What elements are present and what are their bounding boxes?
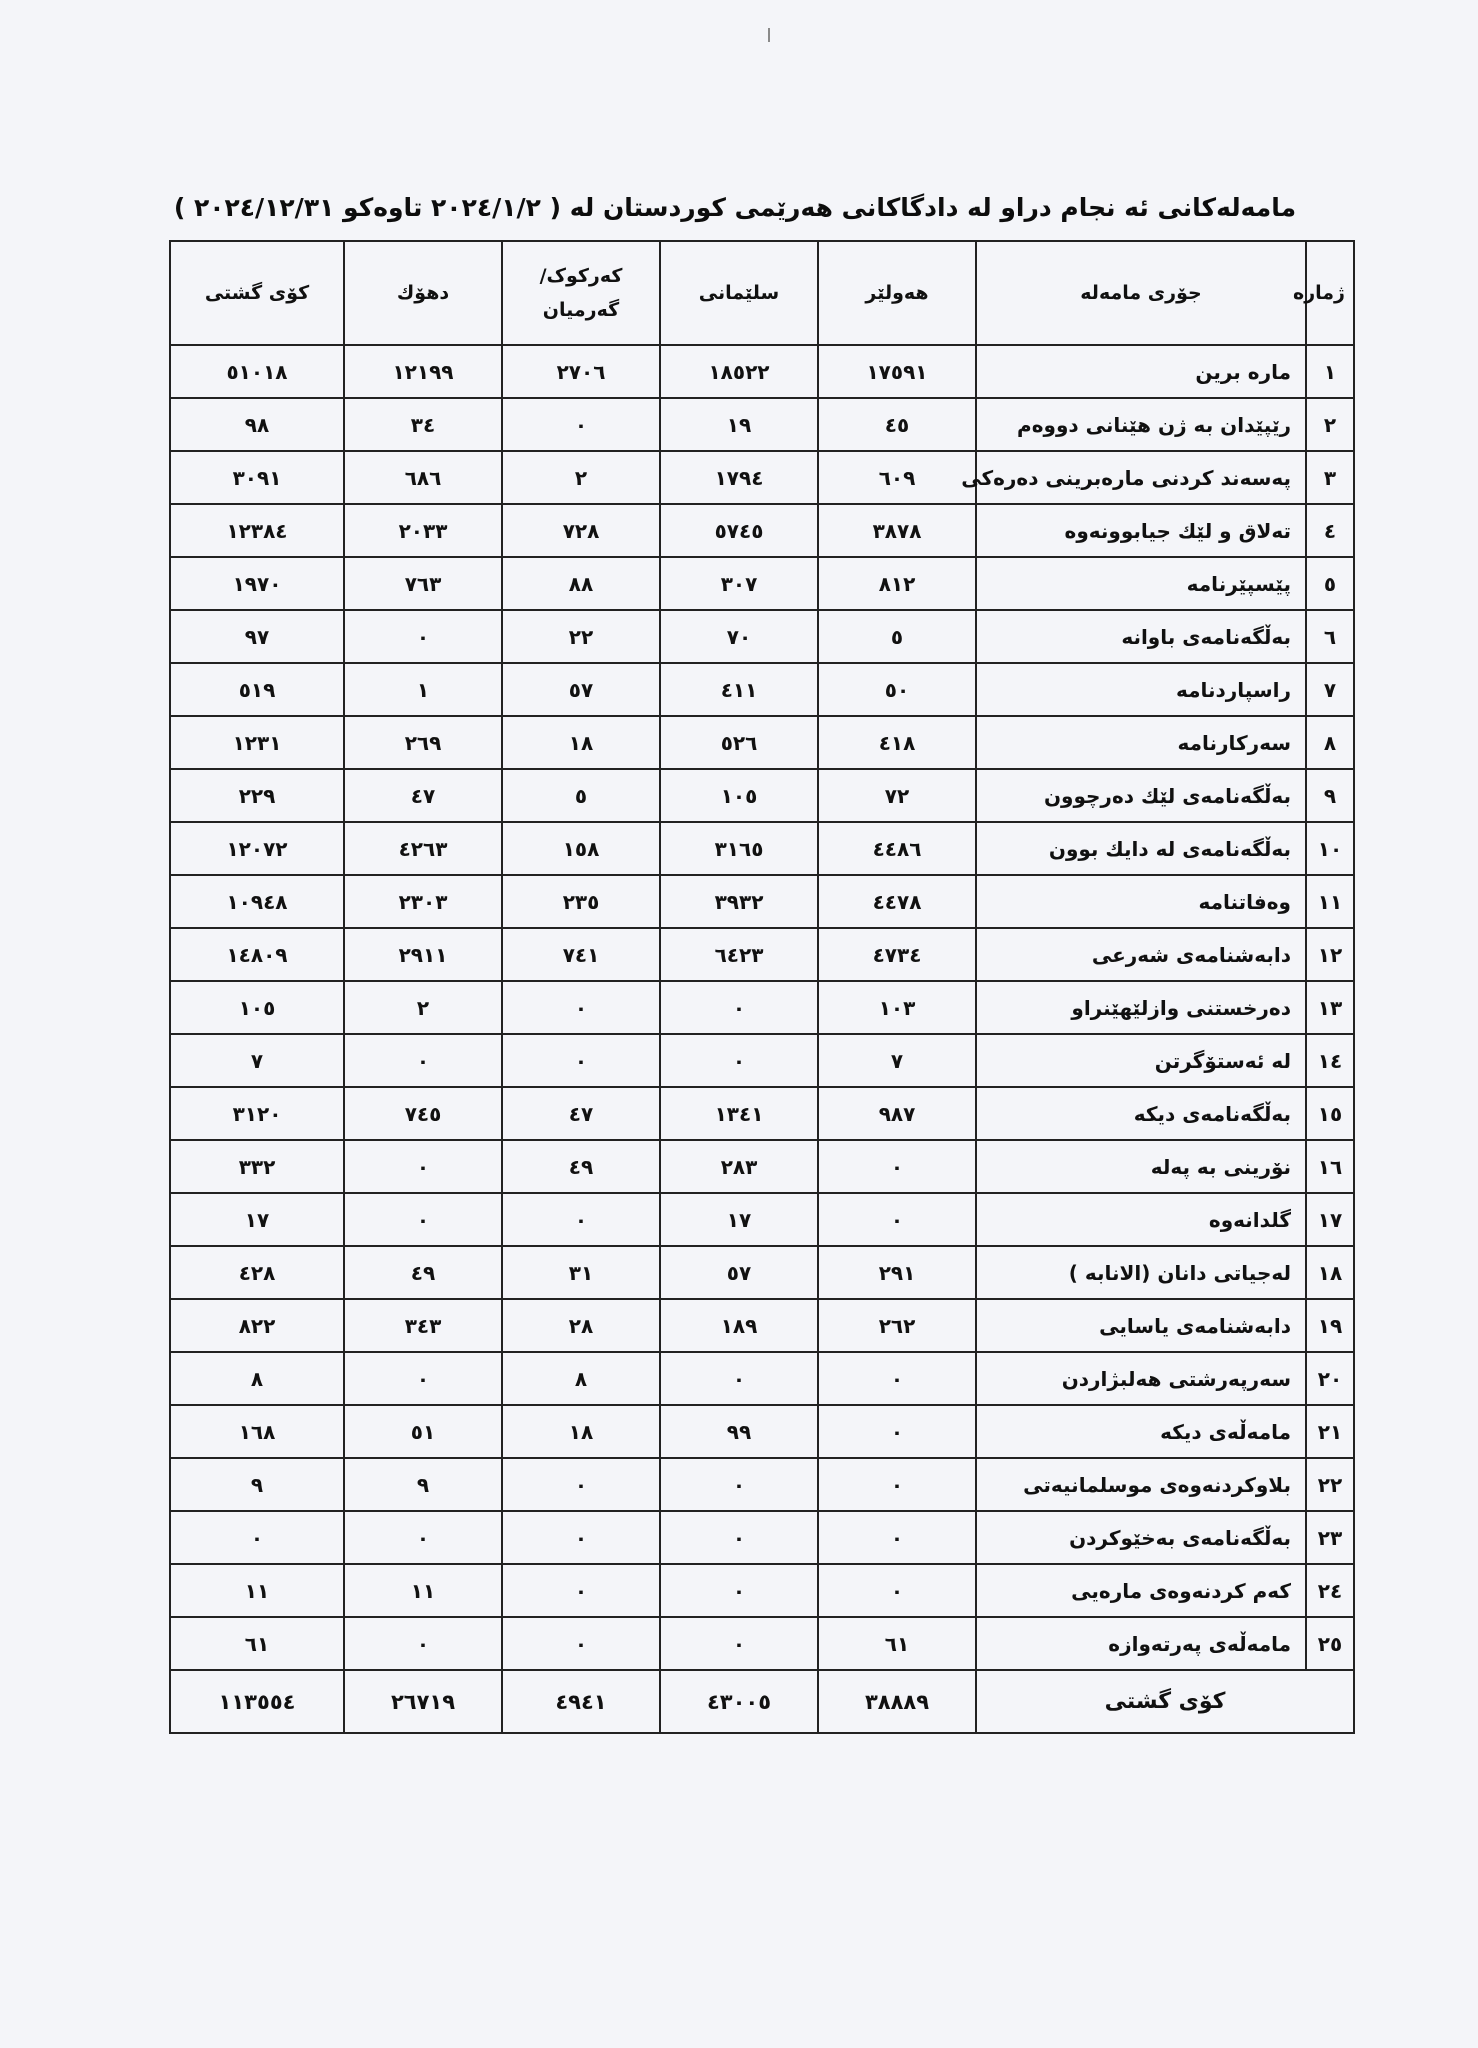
row-total: ١١ [170, 1564, 344, 1617]
row-number: ٢٠ [1306, 1352, 1354, 1405]
row-type: بەڵگەنامەی باوانە [976, 610, 1306, 663]
row-total: ١٢٠٧٢ [170, 822, 344, 875]
row-duhok: ٢٩١١ [344, 928, 502, 981]
row-total: ٣١٢٠ [170, 1087, 344, 1140]
row-sulaimani: ٥٢٦ [660, 716, 818, 769]
row-type: راسپاردنامە [976, 663, 1306, 716]
row-kirkuk: ٨ [502, 1352, 660, 1405]
row-duhok: ٠ [344, 610, 502, 663]
row-erbil: ١٠٣ [818, 981, 976, 1034]
row-kirkuk: ٠ [502, 1564, 660, 1617]
table-row [170, 1034, 1354, 1087]
totals-erbil: ٣٨٨٨٩ [818, 1670, 976, 1733]
table-row [170, 1246, 1354, 1299]
row-number: ٨ [1306, 716, 1354, 769]
row-erbil: ٠ [818, 1458, 976, 1511]
row-duhok: ١١ [344, 1564, 502, 1617]
row-erbil: ٠ [818, 1564, 976, 1617]
page-mark [768, 28, 770, 42]
row-sulaimani: ٥٧ [660, 1246, 818, 1299]
row-duhok: ٥١ [344, 1405, 502, 1458]
row-total: ١٦٨ [170, 1405, 344, 1458]
table-row [170, 504, 1354, 557]
row-number: ٥ [1306, 557, 1354, 610]
row-duhok: ٠ [344, 1511, 502, 1564]
row-kirkuk: ١٥٨ [502, 822, 660, 875]
row-erbil: ٤٤٧٨ [818, 875, 976, 928]
row-erbil: ٧ [818, 1034, 976, 1087]
table-row [170, 769, 1354, 822]
row-total: ٢٢٩ [170, 769, 344, 822]
header-erbil: هەولێر [818, 241, 976, 345]
row-duhok: ٤٧ [344, 769, 502, 822]
row-erbil: ٨١٢ [818, 557, 976, 610]
row-kirkuk: ٢٣٥ [502, 875, 660, 928]
row-number: ١٩ [1306, 1299, 1354, 1352]
row-erbil: ٢٦٢ [818, 1299, 976, 1352]
row-erbil: ١٧٥٩١ [818, 345, 976, 398]
row-sulaimani: ٩٩ [660, 1405, 818, 1458]
totals-kirkuk: ٤٩٤١ [502, 1670, 660, 1733]
header-duhok: دهۆك [344, 241, 502, 345]
totals-row [170, 1670, 1354, 1733]
row-duhok: ١ [344, 663, 502, 716]
row-number: ١٣ [1306, 981, 1354, 1034]
row-erbil: ٤١٨ [818, 716, 976, 769]
row-type: پێسپێرنامە [976, 557, 1306, 610]
row-type: دابەشنامەی شەرعی [976, 928, 1306, 981]
row-total: ٥١٠١٨ [170, 345, 344, 398]
row-sulaimani: ٠ [660, 1564, 818, 1617]
row-erbil: ٥٠ [818, 663, 976, 716]
header-sulaimani: سلێمانی [660, 241, 818, 345]
row-kirkuk: ٠ [502, 981, 660, 1034]
row-duhok: ٢٣٠٣ [344, 875, 502, 928]
row-kirkuk: ٤٩ [502, 1140, 660, 1193]
row-sulaimani: ٣١٦٥ [660, 822, 818, 875]
row-kirkuk: ٢٨ [502, 1299, 660, 1352]
table-row [170, 1352, 1354, 1405]
row-sulaimani: ١٩ [660, 398, 818, 451]
row-duhok: ١٢١٩٩ [344, 345, 502, 398]
row-type: سەرپەرشتی هەلبژاردن [976, 1352, 1306, 1405]
row-kirkuk: ٥٧ [502, 663, 660, 716]
row-kirkuk: ٧٢٨ [502, 504, 660, 557]
row-total: ١٢٣٨٤ [170, 504, 344, 557]
row-type: نۆرینی بە پەلە [976, 1140, 1306, 1193]
row-total: ٠ [170, 1511, 344, 1564]
row-type: لەجیاتی دانان (الانابە ) [976, 1246, 1306, 1299]
row-total: ٣٠٩١ [170, 451, 344, 504]
row-duhok: ٣٤ [344, 398, 502, 451]
row-duhok: ٣٤٣ [344, 1299, 502, 1352]
row-sulaimani: ١٧٩٤ [660, 451, 818, 504]
row-sulaimani: ٦٤٢٣ [660, 928, 818, 981]
table-header-row [170, 241, 1354, 345]
row-type: دابەشنامەی یاسایی [976, 1299, 1306, 1352]
row-kirkuk: ٤٧ [502, 1087, 660, 1140]
row-total: ٨ [170, 1352, 344, 1405]
table-row [170, 1564, 1354, 1617]
row-total: ٩٧ [170, 610, 344, 663]
row-total: ١٩٧٠ [170, 557, 344, 610]
row-sulaimani: ١٨٩ [660, 1299, 818, 1352]
row-number: ١٤ [1306, 1034, 1354, 1087]
row-type: مامەڵەی پەرتەوازە [976, 1617, 1306, 1670]
row-sulaimani: ١٠٥ [660, 769, 818, 822]
row-total: ١٢٣١ [170, 716, 344, 769]
table-row [170, 1299, 1354, 1352]
row-number: ١٦ [1306, 1140, 1354, 1193]
row-total: ١٧ [170, 1193, 344, 1246]
row-kirkuk: ٧٤١ [502, 928, 660, 981]
table-row [170, 1140, 1354, 1193]
row-type: گلدانەوە [976, 1193, 1306, 1246]
row-sulaimani: ٠ [660, 1511, 818, 1564]
row-duhok: ٠ [344, 1617, 502, 1670]
row-type: مامەڵەی دیکە [976, 1405, 1306, 1458]
totals-label: کۆی گشتی [976, 1670, 1354, 1733]
row-type: لە ئەستۆگرتن [976, 1034, 1306, 1087]
row-erbil: ٤٧٣٤ [818, 928, 976, 981]
row-erbil: ٤٤٨٦ [818, 822, 976, 875]
row-kirkuk: ٠ [502, 1511, 660, 1564]
row-kirkuk: ١٨ [502, 716, 660, 769]
row-total: ١٠٩٤٨ [170, 875, 344, 928]
row-duhok: ٤٩ [344, 1246, 502, 1299]
totals-grand-total: ١١٣٥٥٤ [170, 1670, 344, 1733]
row-kirkuk: ٢٢ [502, 610, 660, 663]
row-sulaimani: ١٧ [660, 1193, 818, 1246]
row-sulaimani: ٢٨٣ [660, 1140, 818, 1193]
row-sulaimani: ٠ [660, 1458, 818, 1511]
row-number: ٢٣ [1306, 1511, 1354, 1564]
row-sulaimani: ١٣٤١ [660, 1087, 818, 1140]
table-row [170, 663, 1354, 716]
table-row [170, 716, 1354, 769]
header-kirkuk: کەرکوک/ گەرمیان [502, 241, 660, 345]
row-kirkuk: ٠ [502, 1034, 660, 1087]
totals-sulaimani: ٤٣٠٠٥ [660, 1670, 818, 1733]
row-erbil: ٦٠٩ [818, 451, 976, 504]
row-number: ٣ [1306, 451, 1354, 504]
row-total: ١٤٨٠٩ [170, 928, 344, 981]
row-total: ٩ [170, 1458, 344, 1511]
row-sulaimani: ٣٩٣٢ [660, 875, 818, 928]
row-erbil: ٠ [818, 1405, 976, 1458]
row-erbil: ٩٨٧ [818, 1087, 976, 1140]
row-duhok: ٦٨٦ [344, 451, 502, 504]
row-number: ٢٥ [1306, 1617, 1354, 1670]
row-type: بەڵگەنامەی بەخێوکردن [976, 1511, 1306, 1564]
row-kirkuk: ٥ [502, 769, 660, 822]
row-kirkuk: ٨٨ [502, 557, 660, 610]
row-sulaimani: ٠ [660, 1034, 818, 1087]
table-row [170, 451, 1354, 504]
row-erbil: ٠ [818, 1140, 976, 1193]
row-number: ١٧ [1306, 1193, 1354, 1246]
row-number: ٢٢ [1306, 1458, 1354, 1511]
row-kirkuk: ٠ [502, 1193, 660, 1246]
row-duhok: ٢٠٣٣ [344, 504, 502, 557]
row-type: رێپێدان بە ژن هێنانی دووەم [976, 398, 1306, 451]
row-kirkuk: ٠ [502, 1617, 660, 1670]
row-number: ٢ [1306, 398, 1354, 451]
row-number: ٢١ [1306, 1405, 1354, 1458]
row-duhok: ٢٦٩ [344, 716, 502, 769]
row-duhok: ٧٤٥ [344, 1087, 502, 1140]
row-duhok: ٧٦٣ [344, 557, 502, 610]
row-total: ١٠٥ [170, 981, 344, 1034]
table-row [170, 610, 1354, 663]
table-row [170, 398, 1354, 451]
row-sulaimani: ٠ [660, 981, 818, 1034]
row-type: بلاوکردنەوەی موسلمانیەتی [976, 1458, 1306, 1511]
row-number: ١ [1306, 345, 1354, 398]
row-type: پەسەند کردنی مارەبرینی دەرەکی [976, 451, 1306, 504]
table-row [170, 875, 1354, 928]
row-total: ٩٨ [170, 398, 344, 451]
row-number: ٧ [1306, 663, 1354, 716]
row-number: ١٠ [1306, 822, 1354, 875]
row-number: ١٨ [1306, 1246, 1354, 1299]
row-total: ٣٣٢ [170, 1140, 344, 1193]
row-total: ٧ [170, 1034, 344, 1087]
row-erbil: ٠ [818, 1352, 976, 1405]
totals-duhok: ٢٦٧١٩ [344, 1670, 502, 1733]
row-sulaimani: ٠ [660, 1352, 818, 1405]
row-duhok: ٢ [344, 981, 502, 1034]
row-duhok: ٠ [344, 1193, 502, 1246]
row-duhok: ٤٢٦٣ [344, 822, 502, 875]
row-type: بەڵگەنامەی لێك دەرچوون [976, 769, 1306, 822]
table-row [170, 1617, 1354, 1670]
header-total: کۆی گشتی [170, 241, 344, 345]
row-sulaimani: ١٨٥٢٢ [660, 345, 818, 398]
row-kirkuk: ٠ [502, 398, 660, 451]
row-number: ٦ [1306, 610, 1354, 663]
row-kirkuk: ٢٧٠٦ [502, 345, 660, 398]
row-number: ١٥ [1306, 1087, 1354, 1140]
table-row [170, 1405, 1354, 1458]
row-kirkuk: ١٨ [502, 1405, 660, 1458]
row-duhok: ٠ [344, 1034, 502, 1087]
row-total: ٥١٩ [170, 663, 344, 716]
header-number: ژمارە [1306, 241, 1354, 345]
table-body [170, 345, 1354, 1670]
row-type: تەلاق و لێك جیابوونەوە [976, 504, 1306, 557]
table-row [170, 981, 1354, 1034]
table-row [170, 557, 1354, 610]
row-sulaimani: ٣٠٧ [660, 557, 818, 610]
row-erbil: ٣٨٧٨ [818, 504, 976, 557]
row-type: بەڵگەنامەی لە دایك بوون [976, 822, 1306, 875]
row-erbil: ٠ [818, 1193, 976, 1246]
row-type: کەم کردنەوەی مارەیی [976, 1564, 1306, 1617]
row-erbil: ٦١ [818, 1617, 976, 1670]
row-duhok: ٩ [344, 1458, 502, 1511]
table-row [170, 822, 1354, 875]
row-type: سەرکارنامە [976, 716, 1306, 769]
row-erbil: ٠ [818, 1511, 976, 1564]
row-sulaimani: ٤١١ [660, 663, 818, 716]
document-title: مامەلەکانی ئە نجام دراو لە دادگاکانی هەرێمی کوردستان لە ( ٢٠٢٤/١/٢ تاوەکو ٢٠٢٤/١٢/٣١ ) [173, 193, 1297, 222]
row-type: مارە برین [976, 345, 1306, 398]
row-erbil: ٤٥ [818, 398, 976, 451]
table-row [170, 1193, 1354, 1246]
transactions-table [169, 240, 1355, 1734]
row-number: ١١ [1306, 875, 1354, 928]
row-total: ٨٢٢ [170, 1299, 344, 1352]
row-duhok: ٠ [344, 1352, 502, 1405]
row-type: بەڵگەنامەی دیکە [976, 1087, 1306, 1140]
row-sulaimani: ٠ [660, 1617, 818, 1670]
row-number: ٢٤ [1306, 1564, 1354, 1617]
table-row [170, 1087, 1354, 1140]
row-number: ١٢ [1306, 928, 1354, 981]
row-type: وەفاتنامە [976, 875, 1306, 928]
row-number: ٤ [1306, 504, 1354, 557]
row-total: ٦١ [170, 1617, 344, 1670]
table-row [170, 1511, 1354, 1564]
row-kirkuk: ٣١ [502, 1246, 660, 1299]
row-sulaimani: ٥٧٤٥ [660, 504, 818, 557]
row-number: ٩ [1306, 769, 1354, 822]
row-sulaimani: ٧٠ [660, 610, 818, 663]
row-erbil: ٢٩١ [818, 1246, 976, 1299]
row-erbil: ٧٢ [818, 769, 976, 822]
row-type: دەرخستنی وازلێهێنراو [976, 981, 1306, 1034]
row-kirkuk: ٠ [502, 1458, 660, 1511]
row-duhok: ٠ [344, 1140, 502, 1193]
row-total: ٤٢٨ [170, 1246, 344, 1299]
table-row [170, 928, 1354, 981]
header-type: جۆری مامەلە [976, 241, 1306, 345]
table-row [170, 1458, 1354, 1511]
row-erbil: ٥ [818, 610, 976, 663]
row-kirkuk: ٢ [502, 451, 660, 504]
table-row [170, 345, 1354, 398]
